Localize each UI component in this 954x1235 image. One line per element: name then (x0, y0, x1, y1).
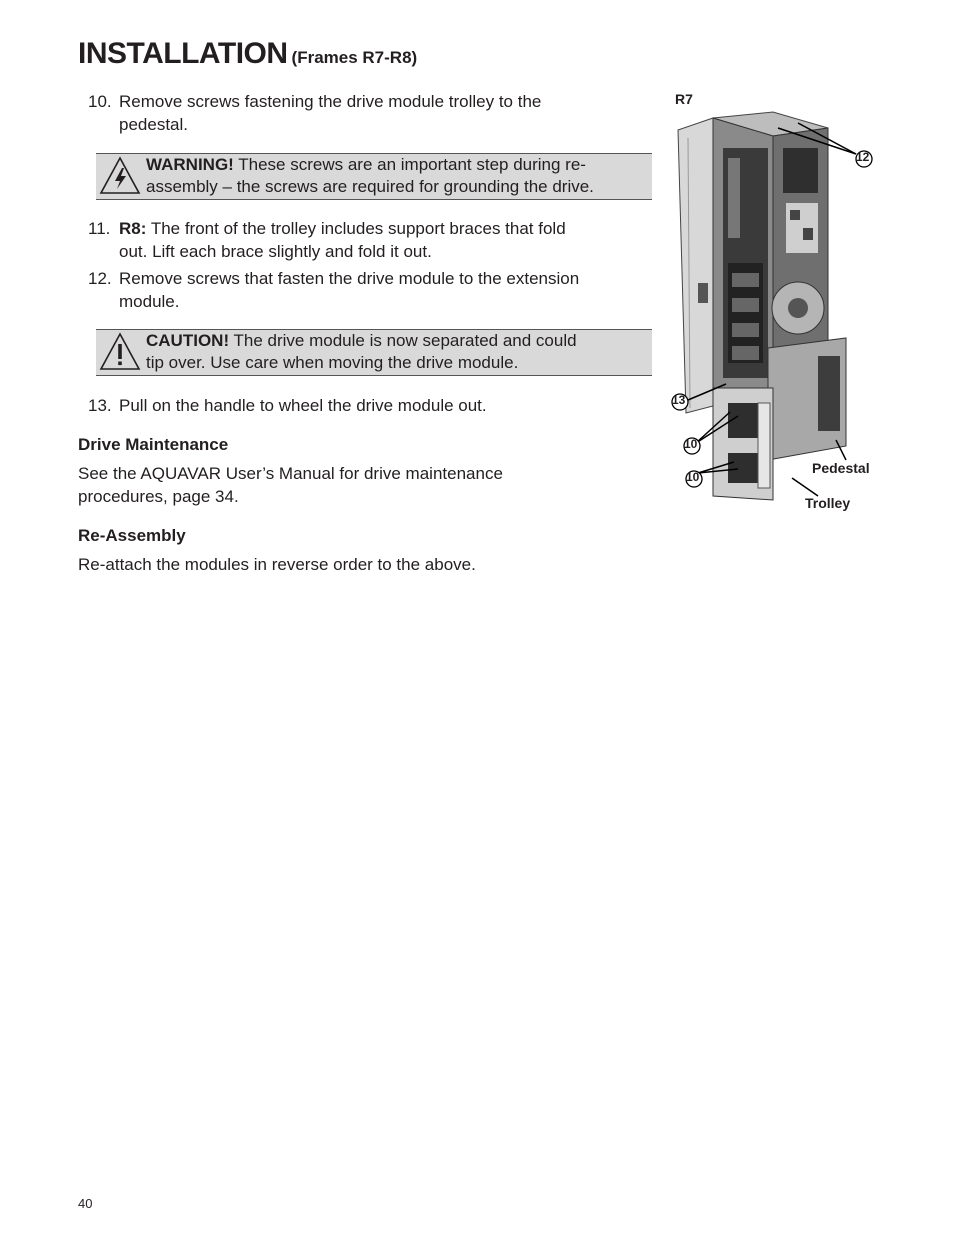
step-text-cont: pedestal. (119, 115, 188, 134)
step-text: Remove screws fastening the drive module trolley to the (119, 92, 542, 111)
step-12 (88, 267, 648, 313)
caution-icon (99, 332, 141, 372)
warning-box (96, 153, 652, 200)
frame-label: R7 (675, 91, 693, 107)
step-text-cont: module. (119, 292, 180, 311)
step-text: The front of the trolley includes support braces that fold (146, 219, 566, 238)
step-text: Remove screws that fasten the drive module to the extension (119, 269, 580, 288)
reassembly-text: Re-attach the modules in reverse order to the above. (78, 555, 476, 574)
step-text: Pull on the handle to wheel the drive module out. (119, 396, 487, 415)
reassembly-heading: Re-Assembly (78, 526, 186, 545)
page-title-main: INSTALLATION (78, 37, 288, 70)
warning-label: WARNING! (146, 155, 234, 174)
step-number: 10. (88, 92, 112, 111)
callout-12: 12 (856, 150, 870, 164)
page-subtitle: (Frames R7-R8) (291, 48, 418, 67)
step-11 (88, 217, 648, 263)
step-number: 12. (88, 269, 112, 288)
electrical-hazard-icon (99, 156, 141, 196)
caution-box (96, 329, 652, 376)
trolley-label: Trolley (805, 495, 851, 511)
page-number: 40 (78, 1196, 93, 1211)
pedestal-label: Pedestal (812, 460, 870, 476)
step-number: 11. (88, 219, 111, 238)
caution-label: CAUTION! (146, 331, 230, 350)
callout-10-upper: 10 (684, 437, 698, 451)
callout-10-lower: 10 (686, 470, 700, 484)
step-text-cont: out. Lift each brace slightly and fold it out. (119, 242, 432, 261)
step-13 (88, 394, 648, 417)
drive-maintenance-heading: Drive Maintenance (78, 435, 229, 454)
drive-module-photo (668, 88, 888, 518)
step-10 (88, 90, 648, 136)
step-bold-label: R8: (119, 219, 147, 238)
callout-13: 13 (672, 393, 686, 407)
drive-maintenance-text: See the AQUAVAR User’s Manual for drive maintenance procedures, page 34. (78, 464, 503, 506)
page-title (78, 34, 417, 71)
caution-text: CAUTION! The drive module is now separated and could tip over. Use care when moving the drive module. (146, 331, 577, 372)
warning-text: WARNING! These screws are an important step during re- assembly – the screws are required for grounding the drive. (146, 155, 594, 196)
drive-module-figure (668, 88, 888, 518)
step-number: 13. (88, 396, 112, 415)
